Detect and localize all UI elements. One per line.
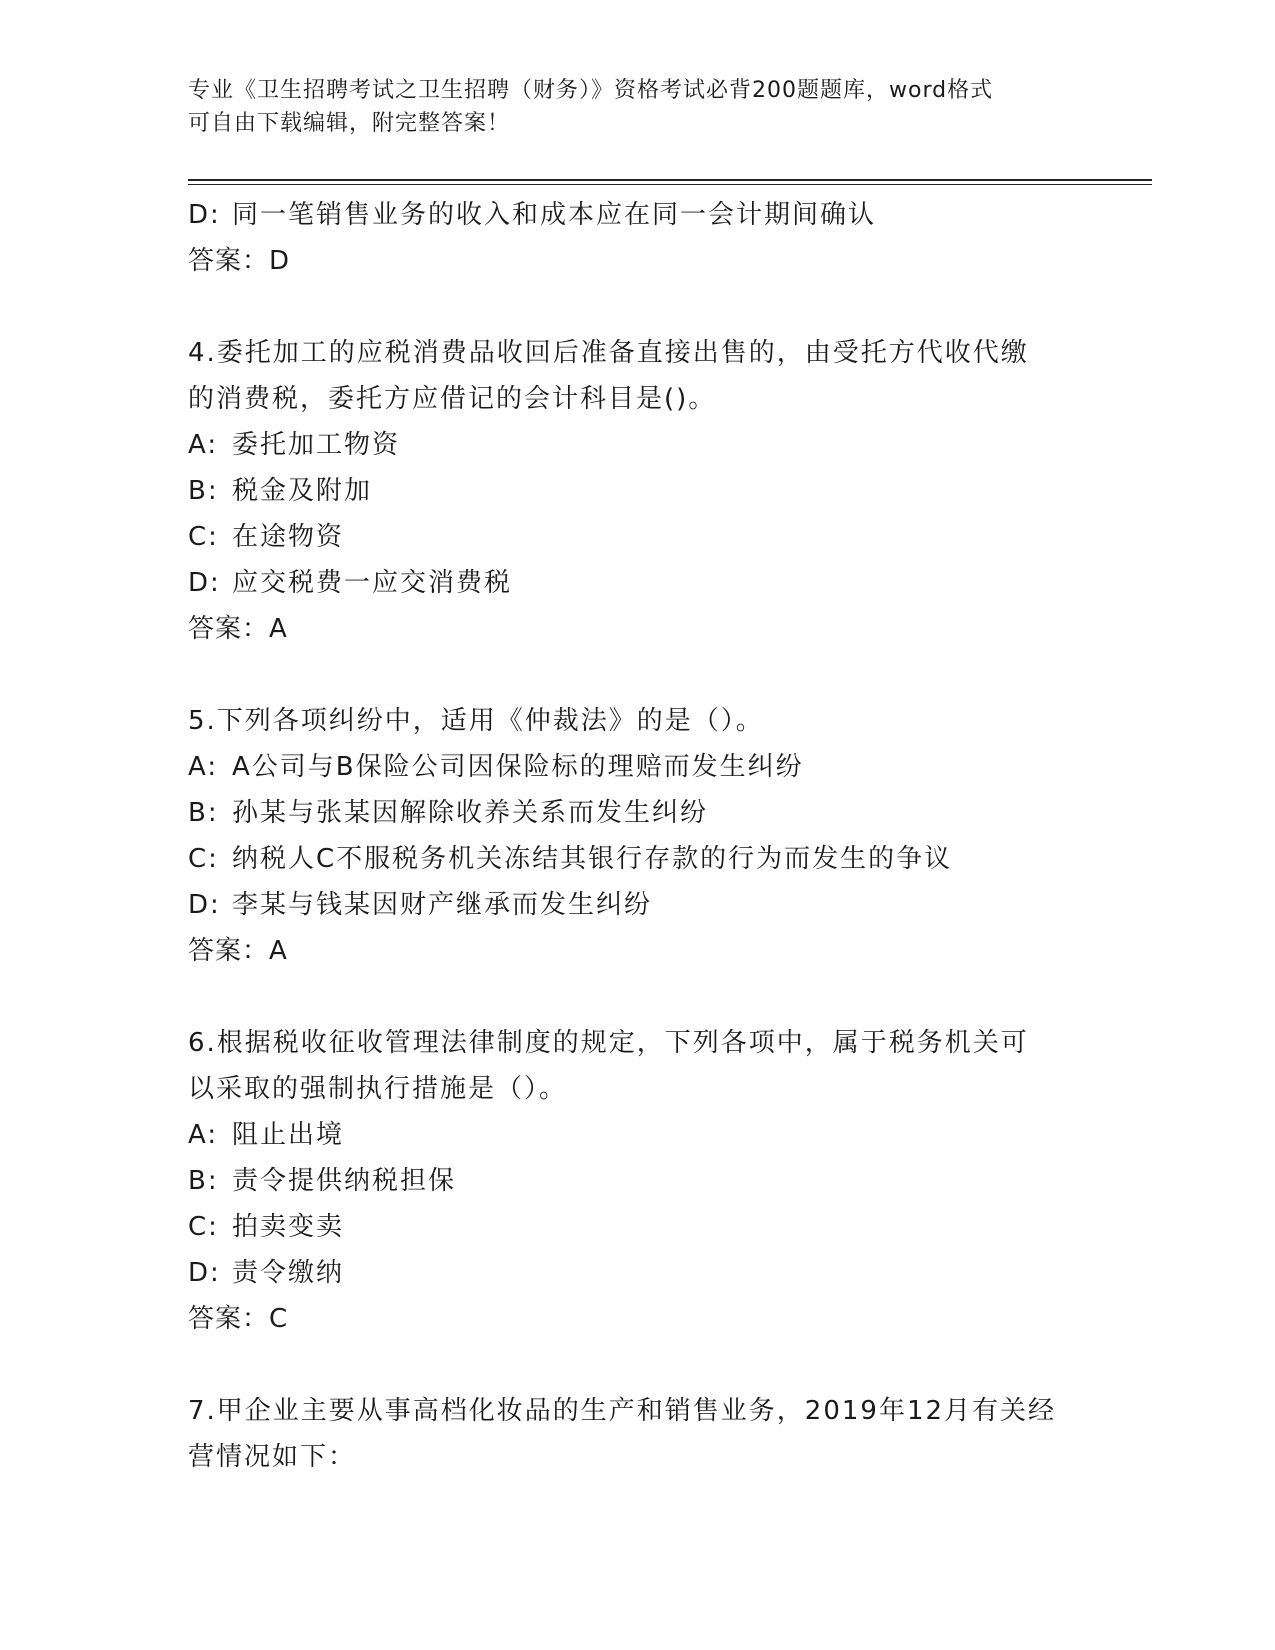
- question-text-line: 的消费税，委托方应借记的会计科目是()。: [188, 384, 717, 414]
- option-c: [188, 836, 1088, 882]
- option-label: A:: [188, 430, 219, 460]
- question-block-6: [188, 1020, 1088, 1342]
- option-text: 在途物资: [232, 522, 345, 552]
- option-label: C:: [188, 522, 219, 552]
- question-text-line: 5.下列各项纠纷中，适用《仲裁法》的是（）。: [188, 706, 764, 736]
- option-text: 责令提供纳税担保: [232, 1166, 457, 1196]
- option-a: [188, 744, 1088, 790]
- option-d: [188, 560, 1088, 606]
- option-b: [188, 790, 1088, 836]
- option-label: B:: [188, 1166, 219, 1196]
- header-line-1: 专业《卫生招聘考试之卫生招聘（财务）》资格考试必背200题题库，word格式: [188, 78, 994, 103]
- header-line-2: 可自由下载编辑，附完整答案！: [188, 111, 511, 136]
- option-text: 应交税费一应交消费税: [232, 568, 513, 598]
- option-label: C:: [188, 1212, 219, 1242]
- option-text: 同一笔销售业务的收入和成本应在同一会计期间确认: [232, 200, 877, 230]
- answer-line: 答案：C: [188, 1304, 289, 1334]
- option-a: [188, 1112, 1088, 1158]
- option-label: A:: [188, 752, 219, 782]
- option-text: 纳税人C不服税务机关冻结其银行存款的行为而发生的争议: [232, 844, 953, 874]
- option-d: [188, 1250, 1088, 1296]
- question-text-line: 以采取的强制执行措施是（）。: [188, 1074, 568, 1104]
- option-label: A:: [188, 1120, 219, 1150]
- option-c: [188, 1204, 1088, 1250]
- document-header: [188, 74, 1088, 140]
- option-text: 拍卖变卖: [232, 1212, 345, 1242]
- option-label: C:: [188, 844, 219, 874]
- option-c: [188, 514, 1088, 560]
- option-b: [188, 1158, 1088, 1204]
- question-block-3-continuation: [188, 192, 1088, 284]
- option-label: D:: [188, 1258, 221, 1288]
- question-text-line: 6.根据税收征收管理法律制度的规定，下列各项中，属于税务机关可: [188, 1028, 1029, 1058]
- question-block-7: [188, 1388, 1088, 1480]
- question-block-4: [188, 330, 1088, 652]
- option-a: [188, 422, 1088, 468]
- question-block-5: [188, 698, 1088, 974]
- answer-line: 答案：A: [188, 936, 288, 966]
- option-label: D:: [188, 200, 221, 230]
- option-text: 责令缴纳: [232, 1258, 345, 1288]
- header-divider-thin: [188, 184, 1152, 185]
- option-label: B:: [188, 798, 219, 828]
- option-text: 孙某与张某因解除收养关系而发生纠纷: [232, 798, 709, 828]
- question-text-line: 4.委托加工的应税消费品收回后准备直接出售的，由受托方代收代缴: [188, 338, 1029, 368]
- option-d: [188, 192, 1088, 238]
- option-b: [188, 468, 1088, 514]
- question-text-line: 7.甲企业主要从事高档化妆品的生产和销售业务，2019年12月有关经: [188, 1396, 1057, 1426]
- option-label: D:: [188, 890, 221, 920]
- header-divider-thick: [188, 179, 1152, 181]
- option-text: A公司与B保险公司因保险标的理赔而发生纠纷: [232, 752, 804, 782]
- option-text: 阻止出境: [232, 1120, 345, 1150]
- option-text: 委托加工物资: [232, 430, 401, 460]
- question-list: [188, 192, 1088, 1480]
- option-text: 李某与钱某因财产继承而发生纠纷: [232, 890, 653, 920]
- option-label: B:: [188, 476, 219, 506]
- option-d: [188, 882, 1088, 928]
- answer-line: 答案：D: [188, 246, 291, 276]
- option-text: 税金及附加: [232, 476, 373, 506]
- option-label: D:: [188, 568, 221, 598]
- question-text-line: 营情况如下：: [188, 1442, 357, 1472]
- answer-line: 答案：A: [188, 614, 288, 644]
